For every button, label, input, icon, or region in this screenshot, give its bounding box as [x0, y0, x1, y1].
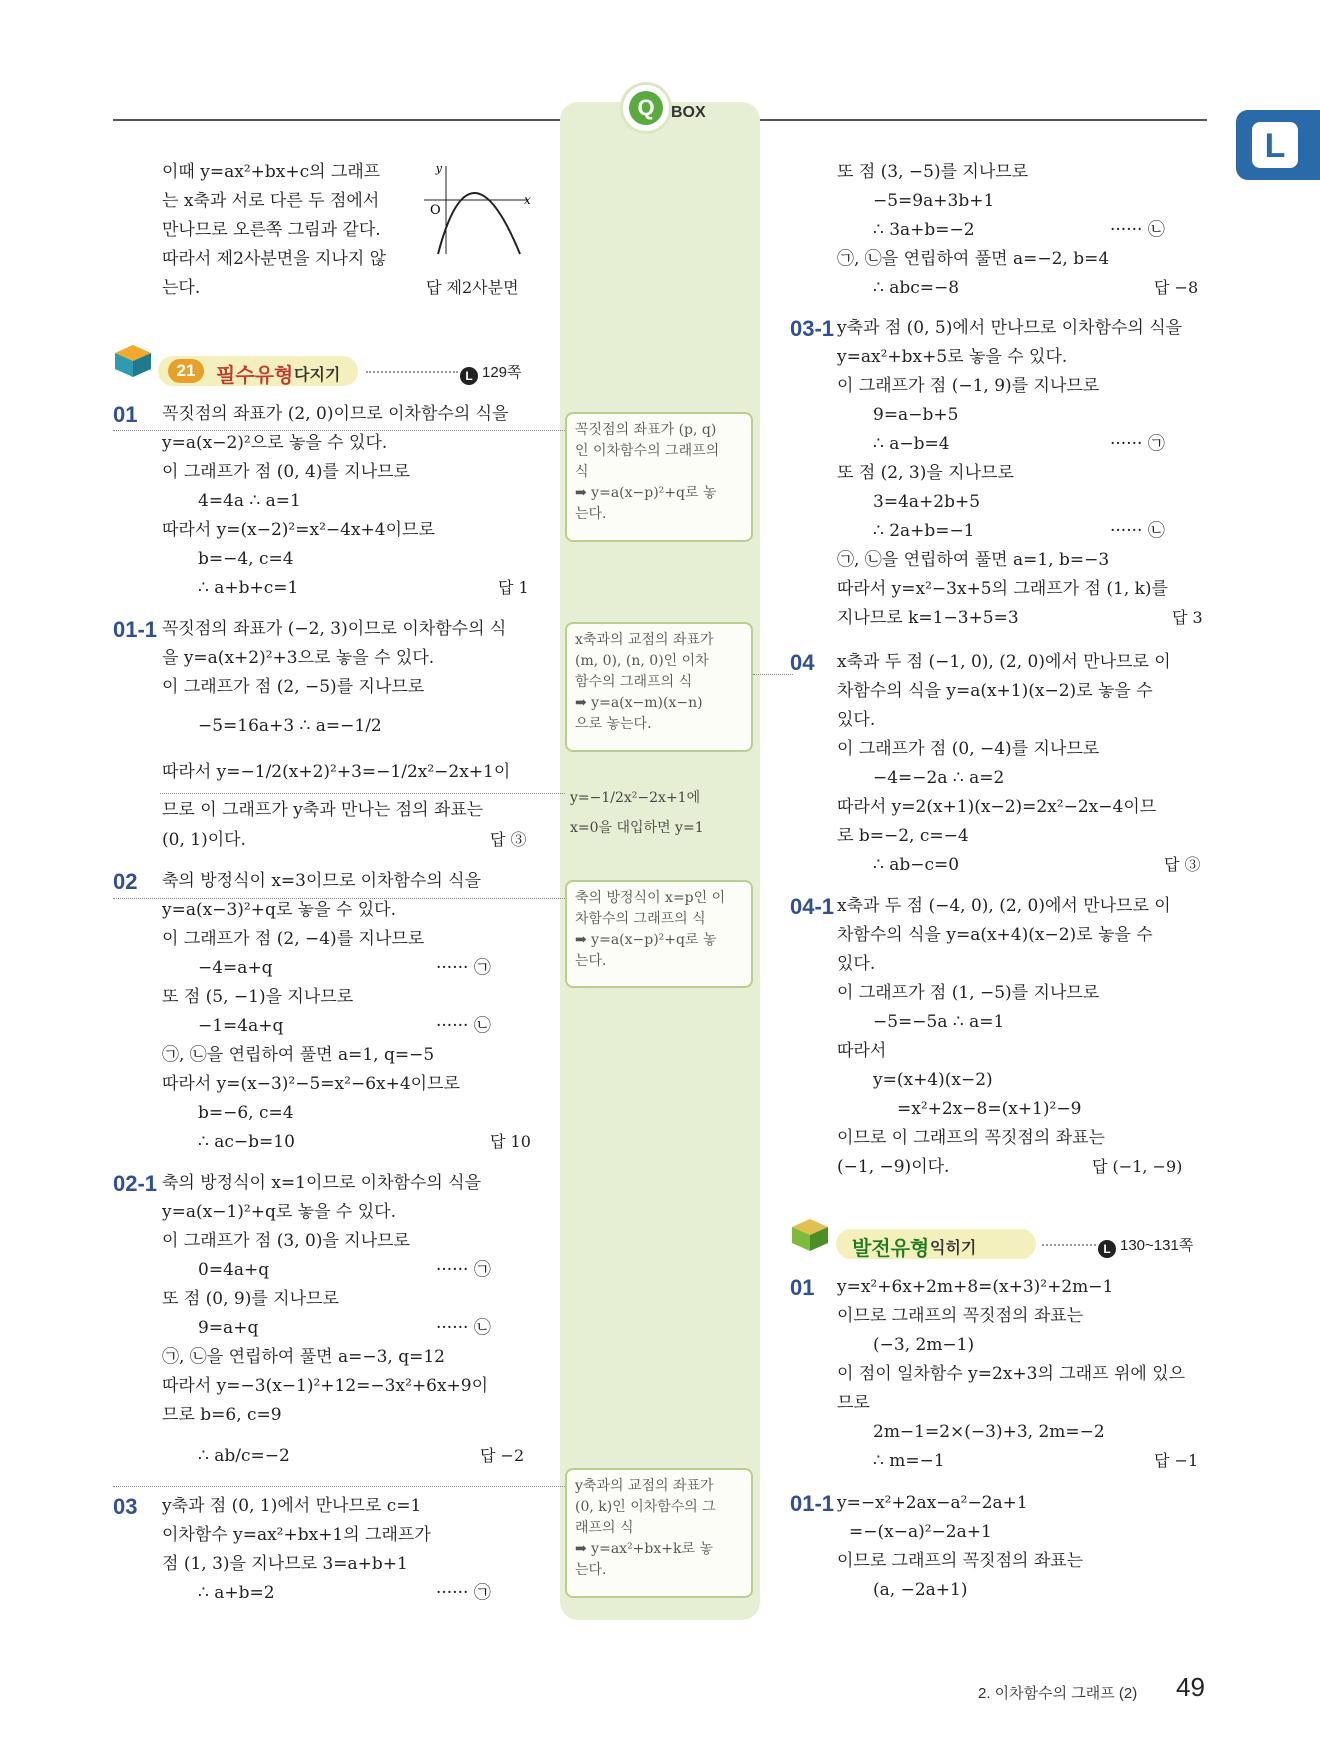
problem-line: 로 b=−2, c=−4 — [837, 826, 969, 846]
section-dotline — [1042, 1244, 1096, 1246]
tip-line: y=−1/2x²−2x+1에 — [570, 790, 701, 806]
problem-number — [113, 617, 157, 643]
equation-tag: ······ ㉠ — [1110, 434, 1165, 454]
tip-line: ➡ y=a(x−p)²+q로 놓 — [575, 932, 717, 948]
tip-line: ➡ y=a(x−m)(x−n) — [575, 695, 703, 711]
tip-line: 는다. — [575, 1562, 607, 1578]
problem-line: 므로 — [837, 1393, 870, 1413]
tip-leader — [753, 674, 793, 675]
tip-box — [565, 880, 753, 988]
answer-text: 답 3 — [1172, 608, 1203, 627]
problem-line: 이므로 이 그래프의 꼭짓점의 좌표는 — [837, 1128, 1105, 1148]
problem-line: (0, 1)이다. — [162, 830, 246, 850]
problem-line: ∴ a+b+c=1 — [198, 578, 299, 598]
problem-line: 또 점 (5, −1)을 지나므로 — [162, 987, 354, 1007]
problem-number: 02 — [113, 869, 138, 894]
problem-line: y=−x²+2ax−a²−2a+1 — [837, 1493, 1028, 1513]
problem-line: y=ax²+bx+5로 놓을 수 있다. — [837, 347, 1068, 367]
equation-tag: ······ ㉠ — [436, 958, 491, 978]
problem-line: 차함수의 식을 y=a(x+4)(x−2)로 놓을 수 — [837, 925, 1153, 945]
problem-line: b=−6, c=4 — [198, 1103, 294, 1123]
problem-line: 이 점이 일차함수 y=2x+3의 그래프 위에 있으 — [837, 1364, 1186, 1384]
tip-leader — [160, 793, 565, 794]
page-ref-text: 129쪽 — [482, 364, 522, 381]
problem-line: 따라서 y=−1/2(x+2)²+3=−1/2x²−2x+1이 — [162, 762, 511, 782]
answer-text: 답 (−1, −9) — [1092, 1157, 1183, 1176]
problem-line: −5=−5a ∴ a=1 — [873, 1012, 1005, 1032]
problem-line: ㉠, ㉡을 연립하여 풀면 a=−2, b=4 — [837, 249, 1110, 269]
problem-line: 점 (1, 3)을 지나므로 3=a+b+1 — [162, 1554, 408, 1574]
tip-box — [565, 1468, 753, 1598]
problem-line: 축의 방정식이 x=1이므로 이차함수의 식을 — [162, 1173, 482, 1193]
problem-line: 이 그래프가 점 (1, −5)를 지나므로 — [837, 983, 1100, 1003]
equation-tag: ······ ㉡ — [436, 1016, 491, 1036]
parabola-graph — [420, 162, 540, 258]
problem-line: 있다. — [837, 710, 876, 730]
problem-line: (−3, 2m−1) — [873, 1335, 975, 1355]
problem-number: 01-1 — [790, 1491, 835, 1516]
section-badge: 21 — [168, 359, 204, 383]
l-circle-icon: L — [460, 367, 478, 385]
section-title: 필수유형 — [216, 365, 294, 387]
intro-line: 만나므로 오른쪽 그림과 같다. — [162, 220, 381, 240]
problem-line: 0=4a+q — [198, 1260, 270, 1280]
tip-note — [570, 783, 756, 843]
problem-line: y=(x+4)(x−2) — [873, 1070, 993, 1090]
problem-line: −1=4a+q — [198, 1016, 284, 1036]
tip-line: y축과의 교점의 좌표가 — [575, 1478, 714, 1494]
problem-line: 이 그래프가 점 (3, 0)을 지나므로 — [162, 1231, 410, 1251]
problem-line: ∴ abc=−8 — [873, 278, 960, 298]
problem-number: 04-1 — [790, 894, 835, 919]
problem-line: ∴ a−b=4 — [873, 434, 950, 454]
l-circle-icon: L — [1098, 1240, 1116, 1258]
problem-number-text: 01-1 — [113, 617, 158, 642]
tip-line: 는다. — [575, 506, 607, 522]
problem-line: ㉠, ㉡을 연립하여 풀면 a=1, b=−3 — [837, 550, 1110, 570]
problem-line: −4=−2a ∴ a=2 — [873, 768, 1005, 788]
tip-line: ➡ y=a(x−p)²+q로 놓 — [575, 485, 717, 501]
problem-line: 이 그래프가 점 (0, 4)를 지나므로 — [162, 462, 410, 482]
problem-line: 이므로 그래프의 꼭짓점의 좌표는 — [837, 1306, 1084, 1326]
problem-line: 꼭짓점의 좌표가 (−2, 3)이므로 이차함수의 식 — [162, 619, 507, 639]
qbox-label: BOX — [671, 104, 706, 121]
side-tab-letter: L — [1252, 122, 1298, 168]
page-ref — [460, 361, 522, 385]
problem-line: 지나므로 k=1−3+5=3 — [837, 608, 1019, 628]
problem-line: ㉠, ㉡을 연립하여 풀면 a=−3, q=12 — [162, 1347, 445, 1367]
problem-line: 4=4a ∴ a=1 — [198, 491, 301, 511]
problem-line: 이차함수 y=ax²+bx+1의 그래프가 — [162, 1525, 431, 1545]
problem-line: −5=16a+3 ∴ a=−1/2 — [198, 716, 382, 736]
problem-line: 2m−1=2×(−3)+3, 2m=−2 — [873, 1422, 1105, 1442]
equation-tag: ······ ㉡ — [436, 1318, 491, 1338]
problem-line: 축의 방정식이 x=3이므로 이차함수의 식을 — [162, 871, 482, 891]
tip-box — [565, 412, 753, 542]
problem-line: y=x²+6x+2m+8=(x+3)²+2m−1 — [837, 1277, 1114, 1297]
answer-text: 답 1 — [498, 578, 529, 597]
problem-number: 03-1 — [790, 316, 835, 341]
problem-line: y축과 점 (0, 1)에서 만나므로 c=1 — [162, 1496, 422, 1516]
problem-line: 따라서 y=−3(x−1)²+12=−3x²+6x+9이 — [162, 1376, 489, 1396]
problem-line: (a, −2a+1) — [873, 1580, 968, 1600]
problem-line: ∴ m=−1 — [873, 1451, 945, 1471]
equation-tag: ······ ㉡ — [1110, 521, 1165, 541]
qbox-column — [560, 102, 760, 1620]
problem-line: 을 y=a(x+2)²+3으로 놓을 수 있다. — [162, 648, 435, 668]
section-title: 발전유형 — [852, 1238, 930, 1260]
page-ref-text: 130~131쪽 — [1120, 1237, 1194, 1254]
problem-line: y축과 점 (0, 5)에서 만나므로 이차함수의 식을 — [837, 318, 1183, 338]
problem-number: 01 — [790, 1275, 815, 1300]
answer-text: 답 ③ — [1164, 855, 1201, 874]
tip-leader — [113, 898, 565, 899]
problem-line: x축과 두 점 (−4, 0), (2, 0)에서 만나므로 이 — [837, 896, 1171, 916]
answer-text: 답 −2 — [480, 1446, 525, 1465]
problem-number: 03 — [113, 1494, 138, 1519]
problem-line: =x²+2x−8=(x+1)²−9 — [897, 1099, 1082, 1119]
tip-line: 함수의 그래프의 식 — [575, 674, 693, 690]
problem-line: 또 점 (0, 9)를 지나므로 — [162, 1289, 339, 1309]
problem-line: 이 그래프가 점 (2, −5)를 지나므로 — [162, 677, 425, 697]
tip-box — [565, 622, 753, 752]
tip-line: 래프의 식 — [575, 1520, 634, 1536]
tip-line: 인 이차함수의 그래프의 — [575, 443, 720, 459]
answer-text: 답 −1 — [1154, 1451, 1199, 1470]
problem-line: 이 그래프가 점 (2, −4)를 지나므로 — [162, 929, 425, 949]
side-tab — [1236, 110, 1320, 180]
problem-line: 므로 b=6, c=9 — [162, 1405, 282, 1425]
header-rule-right — [757, 119, 1207, 121]
problem-line: 9=a+q — [198, 1318, 259, 1338]
problem-line: 따라서 y=(x−2)²=x²−4x+4이므로 — [162, 520, 435, 540]
tip-leader — [113, 430, 565, 431]
tip-line: ➡ y=ax²+bx+k로 놓 — [575, 1541, 713, 1557]
tip-line: 으로 놓는다. — [575, 716, 652, 732]
problem-line: 이 그래프가 점 (0, −4)를 지나므로 — [837, 739, 1100, 759]
equation-tag: ······ ㉠ — [436, 1260, 491, 1280]
section-subtitle: 익히기 — [930, 1240, 977, 1257]
answer-text: 답 −8 — [1154, 278, 1199, 297]
problem-line: 9=a−b+5 — [873, 405, 959, 425]
tip-line: 꼭짓점의 좌표가 (p, q) — [575, 422, 717, 438]
problem-line: (−1, −9)이다. — [837, 1157, 950, 1177]
qbox-logo — [620, 82, 672, 134]
problem-line: ∴ 3a+b=−2 — [873, 220, 975, 240]
problem-line: x축과 두 점 (−1, 0), (2, 0)에서 만나므로 이 — [837, 652, 1171, 672]
problem-line: 꼭짓점의 좌표가 (2, 0)이므로 이차함수의 식을 — [162, 404, 509, 424]
tip-leader — [113, 1486, 565, 1487]
answer-text: 답 ③ — [490, 830, 527, 849]
tip-line: x축과의 교점의 좌표가 — [575, 632, 714, 648]
cube-icon — [113, 343, 153, 379]
problem-line: 따라서 y=(x−3)²−5=x²−6x+4이므로 — [162, 1074, 460, 1094]
tip-line: (m, 0), (n, 0)인 이차 — [575, 653, 709, 669]
graph-y-label: y — [435, 162, 442, 175]
tip-line: 차함수의 그래프의 식 — [575, 911, 706, 927]
problem-line: 있다. — [837, 954, 876, 974]
problem-line: y=a(x−2)²으로 놓을 수 있다. — [162, 433, 388, 453]
problem-line: ∴ 2a+b=−1 — [873, 521, 975, 541]
problem-number: 02-1 — [113, 1171, 158, 1196]
header-rule-left — [113, 119, 563, 121]
intro-line: 이때 y=ax²+bx+c의 그래프 — [162, 162, 381, 182]
answer-text: 답 제2사분면 — [426, 278, 519, 297]
intro-line: 는 x축과 서로 다른 두 점에서 — [162, 191, 380, 211]
problem-line: 3=4a+2b+5 — [873, 492, 981, 512]
problem-line: 므로 이 그래프가 y축과 만나는 점의 좌표는 — [162, 800, 484, 820]
graph-x-label: x — [524, 193, 531, 207]
problem-line: ∴ ab/c=−2 — [198, 1446, 290, 1466]
equation-tag: ······ ㉡ — [1110, 220, 1165, 240]
intro-line: 는다. — [162, 278, 201, 298]
cube-icon — [790, 1217, 830, 1253]
problem-line: 이 그래프가 점 (−1, 9)를 지나므로 — [837, 376, 1100, 396]
problem-line: ㉠, ㉡을 연립하여 풀면 a=1, q=−5 — [162, 1045, 435, 1065]
problem-line: 따라서 y=2(x+1)(x−2)=2x²−2x−4이므 — [837, 797, 1157, 817]
page-ref — [1098, 1234, 1193, 1258]
problem-line: 또 점 (3, −5)를 지나므로 — [837, 162, 1029, 182]
graph-origin-label: O — [430, 203, 441, 218]
intro-line: 따라서 제2사분면을 지나지 않 — [162, 249, 387, 269]
section-dotline — [366, 371, 458, 373]
problem-line: −4=a+q — [198, 958, 273, 978]
problem-line: 또 점 (2, 3)을 지나므로 — [837, 463, 1014, 483]
page-number: 49 — [1176, 1672, 1205, 1702]
problem-line: 차함수의 식을 y=a(x+1)(x−2)로 놓을 수 — [837, 681, 1153, 701]
tip-line: x=0을 대입하면 y=1 — [570, 820, 704, 836]
section-subtitle: 다지기 — [294, 367, 341, 384]
answer-text: 답 10 — [490, 1132, 531, 1151]
tip-line: 는다. — [575, 953, 607, 969]
problem-line: y=a(x−1)²+q로 놓을 수 있다. — [162, 1202, 396, 1222]
footer-chapter: 2. 이차함수의 그래프 (2) — [978, 1685, 1138, 1702]
problem-line: 이므로 그래프의 꼭짓점의 좌표는 — [837, 1551, 1084, 1571]
tip-line: (0, k)인 이차함수의 그 — [575, 1499, 716, 1515]
tip-line: 식 — [575, 464, 589, 480]
problem-line: b=−4, c=4 — [198, 549, 294, 569]
problem-line: ∴ ab−c=0 — [873, 855, 960, 875]
problem-line: −5=9a+3b+1 — [873, 191, 995, 211]
tip-line: 축의 방정식이 x=p인 이 — [575, 890, 726, 906]
problem-line: ∴ ac−b=10 — [198, 1132, 295, 1152]
equation-tag: ······ ㉠ — [436, 1583, 491, 1603]
problem-number: 04 — [790, 650, 815, 675]
problem-line: =−(x−a)²−2a+1 — [849, 1522, 992, 1542]
problem-line: y=a(x−3)²+q로 놓을 수 있다. — [162, 900, 396, 920]
problem-line: 따라서 — [837, 1041, 887, 1061]
problem-line: ∴ a+b=2 — [198, 1583, 275, 1603]
qbox-q-icon: Q — [629, 91, 663, 125]
problem-line: 따라서 y=x²−3x+5의 그래프가 점 (1, k)를 — [837, 579, 1168, 599]
problem-number: 01 — [113, 402, 138, 427]
